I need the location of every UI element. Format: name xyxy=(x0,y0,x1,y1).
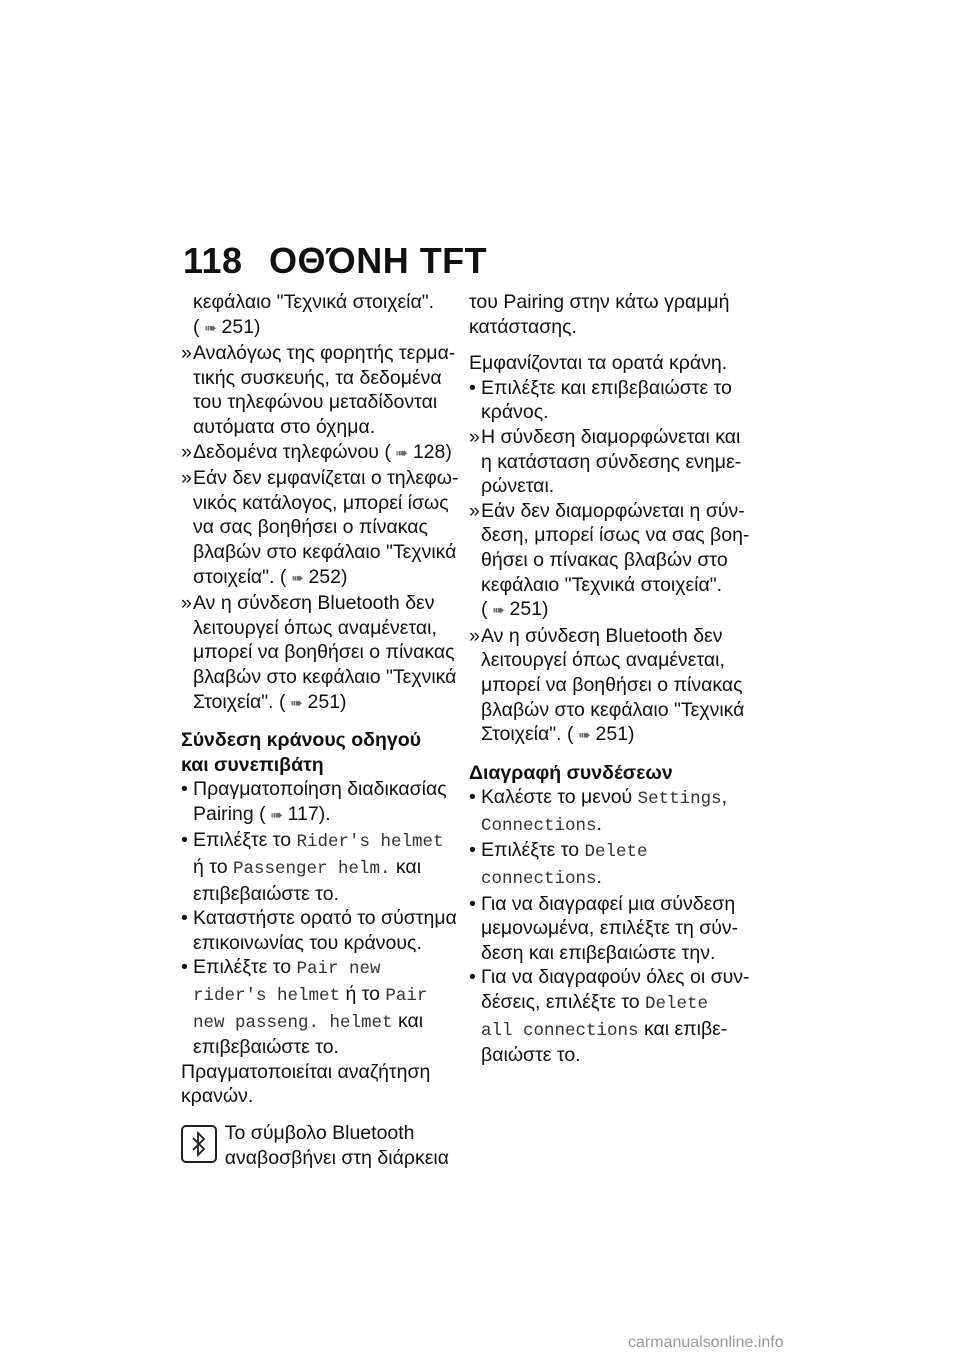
right-column xyxy=(469,290,750,1068)
step-item: • Επιλέξτε το Delete connections. xyxy=(469,839,648,890)
text-line: Το σύμβολο Bluetooth xyxy=(224,1122,415,1144)
step-item: • Επιλέξτε το Rider's helmet ή το Passenger helm. και επιβεβαιώστε το. xyxy=(181,829,444,905)
result-item: »Δεδομένα τηλεφώνου ( ➠ 128) xyxy=(181,440,449,467)
arrow-right-icon: ➠ xyxy=(578,727,591,745)
watermark: carmanualsonline.info xyxy=(628,1334,784,1351)
bluetooth-icon xyxy=(181,1125,217,1163)
result-item: »Αναλόγως της φορητής τερμα- τικής συσκευής, τα δεδομένα του τηλεφώνου μεταδίδονται αυτόματα στο όχημα. xyxy=(181,342,456,438)
text-line: Πραγματοποιείται αναζήτηση xyxy=(181,1060,431,1083)
text-line: του Pairing στην κάτω γραμμή xyxy=(469,291,730,313)
step-item: • Για να διαγραφούν όλες οι συν- δέσεις, επιλέξτε το Delete all connections και επιβε- βαιώστε το. xyxy=(469,966,750,1067)
step-item: • Επιλέξτε και επιβεβαιώστε το κράνος. xyxy=(469,376,732,424)
page-header xyxy=(183,240,487,282)
section-heading: Σύνδεση κράνους οδηγού xyxy=(181,729,421,752)
arrow-right-icon: ➠ xyxy=(290,694,303,712)
step-item: • Πραγματοποίηση διαδικασίας Pairing ( ➠ 117). xyxy=(181,777,449,828)
step-item: • Επιλέξτε το Pair new rider's helmet ή το Pair new passeng. helmet και επιβεβαιώστε το. xyxy=(181,956,428,1059)
arrow-right-icon: ➠ xyxy=(270,806,283,824)
result-item: »Αν η σύνδεση Bluetooth δεν λειτουργεί όπως αναμένεται, μπορεί να βοηθήσει ο πίνακας βλαβών στο κεφάλαιο "Τεχνικά Στοιχεία". ( ➠ 251) xyxy=(469,624,741,749)
step-item: • Καλέστε το μενού Settings, Connections. xyxy=(469,786,728,836)
step-item: • Για να διαγραφεί μια σύνδεση μεμονωμένα, επιλέξτε τη σύν- δεση και επιβεβαιώστε την. xyxy=(469,892,739,964)
arrow-right-icon: ➠ xyxy=(204,319,217,337)
result-item: »Αν η σύνδεση Bluetooth δεν λειτουργεί όπως αναμένεται, μπορεί να βοηθήσει ο πίνακας βλαβών στο κεφάλαιο "Τεχνικά Στοιχεία". ( ➠ 251) xyxy=(181,591,449,716)
text-line: κατάστασης. xyxy=(469,315,577,338)
text-line: ( ➠ 251) xyxy=(181,315,449,342)
result-item: »Εάν δεν εμφανίζεται ο τηλεφω- νικός κατάλογος, μπορεί ίσως να σας βοηθήσει ο πίνακας βλαβών στο κεφάλαιο "Τεχνικά στοιχεία". ( ➠ 252) xyxy=(181,466,449,591)
text-line: αναβοσβήνει στη διάρκεια xyxy=(224,1146,449,1169)
text-line: κρανών. xyxy=(181,1085,254,1108)
page-number: 118 xyxy=(183,240,243,281)
step-item: • Καταστήστε ορατό το σύστημα επικοινωνίας του κράνους. xyxy=(181,907,457,954)
arrow-right-icon: ➠ xyxy=(492,602,505,620)
section-heading: και συνεπιβάτη xyxy=(181,753,324,776)
text-line: κεφάλαιο "Τεχνικά στοιχεία". xyxy=(193,291,435,313)
result-item: »Η σύνδεση διαμορφώνεται και η κατάσταση σύνδεσης ενημε- ρώνεται. xyxy=(469,425,742,498)
arrow-right-icon: ➠ xyxy=(395,444,409,462)
text-line: Εμφανίζονται τα ορατά κράνη. xyxy=(469,352,728,375)
arrow-right-icon: ➠ xyxy=(291,569,304,587)
result-item: »Εάν δεν διαμορφώνεται η σύν- δεση, μπορεί ίσως να σας βοη- θήσει ο πίνακας βλαβών στο κεφάλαιο "Τεχνικά στοιχεία". ( ➠ 251) xyxy=(469,499,741,624)
left-column xyxy=(181,290,459,1170)
page-title: ΟΘΌΝΗ TFT xyxy=(269,240,488,281)
bluetooth-note xyxy=(181,1121,449,1170)
section-heading: Διαγραφή συνδέσεων xyxy=(469,761,673,784)
